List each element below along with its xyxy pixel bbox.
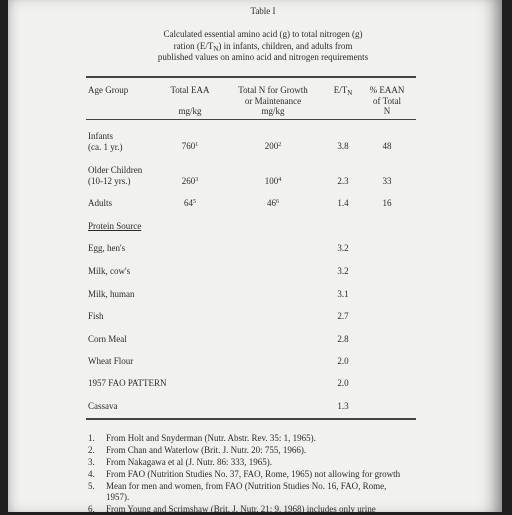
caption-line-2: ration $(E/T_N)$ in infants, children, and adults from <box>173 41 353 53</box>
footnote-number: 2. <box>88 445 95 455</box>
footnote-number: 3. <box>88 457 95 467</box>
header-n-3: mg/kg <box>261 106 285 116</box>
footnote-number: 1. <box>88 433 95 443</box>
footnote-text: From Chan and Waterlow (Brit. J. Nutr. 20: 755, 1966). <box>106 445 307 455</box>
caption-line-1: Calculated essential amino acid (g) to total nitrogen (g) <box>163 29 363 39</box>
footnote-text: Mean for men and women, from FAO (Nutrition Studies No. 16, FAO, Rome, <box>106 481 387 491</box>
footnote-text: From Nakagawa et al (J. Nutr. 86: 333, 1965). <box>106 457 272 467</box>
header-age-group: Age Group <box>88 85 129 95</box>
header-eaa-1: Total EAA <box>170 85 210 95</box>
header-n-2: or Maintenance <box>244 96 302 106</box>
footnote-number: 4. <box>88 469 95 479</box>
header-bottom-rule <box>86 119 416 120</box>
footnote-number: 6. <box>88 504 95 514</box>
header-n-1: Total N for Growth <box>238 85 308 95</box>
footnote-text: From Holt and Snyderman (Nutr. Abstr. Rev. 35: 1, 1965). <box>106 433 316 443</box>
protein-source-heading: Protein Source <box>88 221 142 231</box>
footnote-text: From Young and Scrimshaw (Brit. J. Nutr. 21: 9, 1968) includes only urine <box>106 504 376 514</box>
header-pct-2: of Total <box>373 96 401 106</box>
table-label: Table I <box>250 6 276 16</box>
caption-line-3: published values on amino acid and nitrogen requirements <box>157 52 369 62</box>
table-top-rule <box>86 76 416 78</box>
document-page: Table I Calculated essential amino acid (g) to total nitrogen (g) ration $(E/T_N)$ in infants, children, and adults from published values on amino acid and nitrogen requirements Age Group Total EAA mg/kg Total N for Growth or Maintenance mg/kg $E/T_N$ % EAAN of Total N Infants (ca. 1 yr.) $760^1$ $200^2$ 3.8 48 Older Children (10-12 yrs.) $260^3$ $100^4$ 2.3 33 Adults $64^5$ $46^6$ 1.4 16 Protein Source Egg, hen's 3.2 Milk, cow's 3.2 Milk, human 3.1 Fish 2.7 Corn Meal 2.8 Wheat Flour 2.0 1957 FAO PATTERN 2.0 Cassava 1.3 1. From Holt and Snyderman (Nutr. Abstr. Rev. 35: 1, 1965). 2. From Chan and Waterlow (Brit. J. Nutr. 20: 755, 1966). 3. From Nakagawa et al (J. Nutr. 86: 333, 1965). 4. From FAO (Nutrition Studies No. 37, FAO, Rome, 1965) not allowing for growth 5. Mean for men and women, from FAO (Nutrition Studies No. 16, FAO, Rome, 1957). 6. From Young and Scrimshaw (Brit. J. Nutr. 21: 9, 1968) includes only urine <box>8 0 502 512</box>
header-pct-1: % EAAN <box>369 85 405 95</box>
header-et: $E/T_N$ <box>333 85 353 97</box>
header-eaa-2: mg/kg <box>178 106 202 116</box>
header-pct-3: N <box>383 106 391 116</box>
footnote-number: 5. <box>88 481 95 491</box>
table-bottom-rule <box>86 418 416 420</box>
footnote-text: From FAO (Nutrition Studies No. 37, FAO, Rome, 1965) not allowing for growth <box>106 469 401 479</box>
footnote-text: 1957). <box>106 492 130 502</box>
